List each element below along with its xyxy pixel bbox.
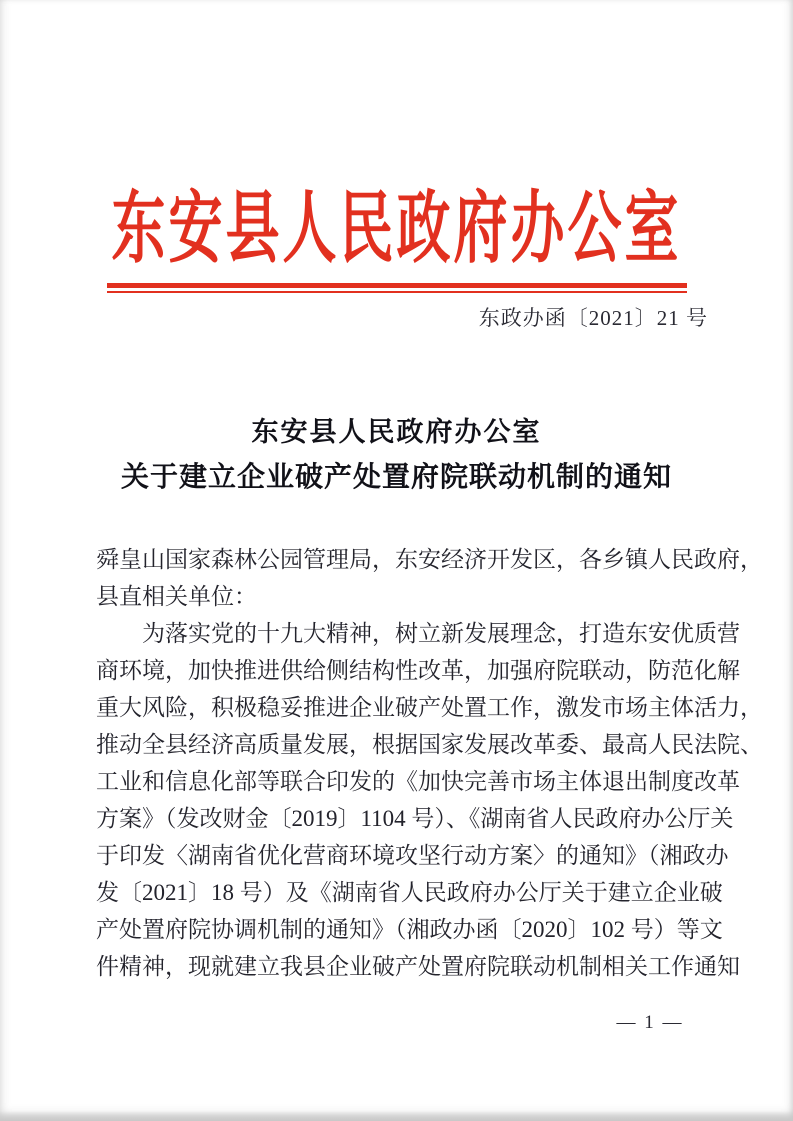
document-title-line2: 关于建立企业破产处置府院联动机制的通知 [120, 462, 672, 493]
recipient-line: 舜皇山国家森林公园管理局，东安经济开发区，各乡镇人民政府， [96, 547, 763, 572]
page-number: — 1 — [616, 1012, 684, 1033]
body-text-line: 推动全县经济高质量发展，根据国家发展改革委、最高人民法院、 [96, 732, 763, 757]
letterhead [0, 172, 793, 272]
body-text-line: 发〔2021〕18 号）及《湖南省人民政府办公厅关于建立企业破 [96, 880, 723, 905]
body-text-line: 为落实党的十九大精神，树立新发展理念，打造东安优质营 [96, 621, 740, 646]
body-text-line: 商环境，加快推进供给侧结构性改革，加强府院联动，防范化解 [96, 658, 740, 683]
body-text-line: 重大风险，积极稳妥推进企业破产处置工作，激发市场主体活力， [96, 695, 763, 720]
body-text-line: 工业和信息化部等联合印发的《加快完善市场主体退出制度改革 [96, 769, 740, 794]
document-title-line1: 东安县人民政府办公室 [251, 417, 542, 447]
letterhead-rule [107, 283, 687, 293]
body-text-line: 件精神，现就建立我县企业破产处置府院联动机制相关工作通知 [96, 954, 740, 979]
body-text-line: 产处置府院协调机制的通知》（湘政办函〔2020〕102 号）等文 [96, 917, 723, 942]
recipient-line: 县直相关单位： [96, 584, 257, 609]
document-number: 东政办函〔2021〕21 号 [478, 306, 708, 330]
scan-edge-shadow [0, 1111, 793, 1121]
letterhead-org-title: 东安县人民政府办公室 [111, 185, 682, 273]
body-text-line: 方案》（发改财金〔2019〕1104 号）、《湖南省人民政府办公厅关 [96, 806, 734, 831]
body-paragraph [96, 615, 763, 985]
document-title [0, 410, 793, 502]
letterhead-rule-thin [107, 291, 687, 293]
document-body [96, 541, 763, 985]
body-text-line: 于印发〈湖南省优化营商环境攻坚行动方案〉的通知》（湘政办 [96, 843, 729, 868]
